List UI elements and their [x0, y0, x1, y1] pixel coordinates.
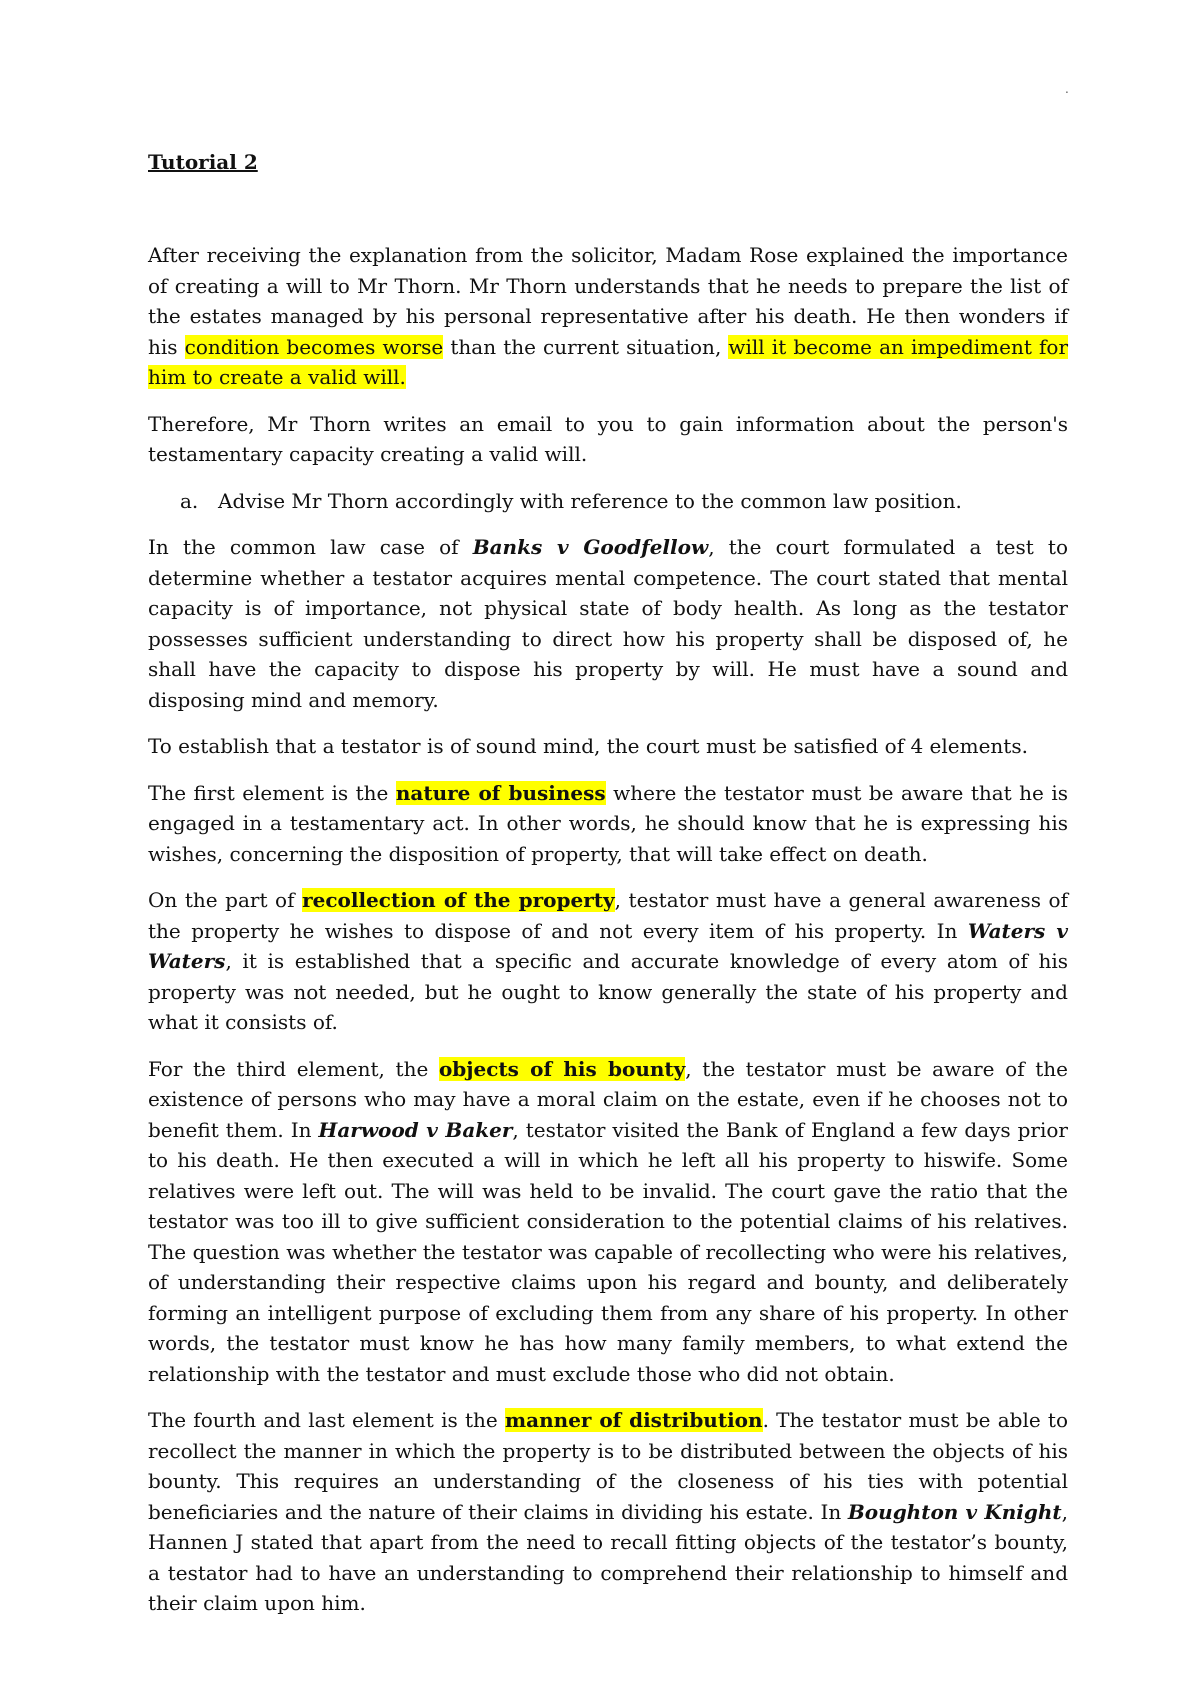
corner-mark: . — [1065, 82, 1069, 96]
case-waters-v-waters: Waters v Waters — [148, 918, 1068, 973]
first-text-2: where the testator must be aware that he is engaged in a testamentary act. In other words, he should know that he is expressing his wishes, concerning the disposition of property, that will take effect on death. — [148, 780, 1069, 866]
paragraph-first-element — [148, 778, 1068, 870]
highlight-objects-of-bounty: objects of his bounty — [438, 1056, 686, 1081]
paragraph-third-element — [148, 1054, 1068, 1390]
banks-text-1: In the common law case of — [148, 535, 473, 559]
highlight-manner-of-distribution: manner of distribution — [505, 1408, 763, 1432]
paragraph-banks — [148, 532, 1068, 715]
highlight-nature-of-business: nature of business — [395, 780, 606, 805]
page-title: Tutorial 2 — [148, 150, 258, 174]
third-text-1: For the third element, the — [148, 1056, 439, 1081]
third-text-2: , the testator must be aware of the existence of persons who may have a moral claim on the estate, even if he chooses not to benefit them. In — [148, 1056, 1068, 1142]
second-text-2: , testator must have a general awareness of the property he wishes to dispose of and not every item of his property. In — [148, 888, 1068, 943]
fourth-text-2: . The testator must be able to recollect the manner in which the property is to be distributed between the objects of his bounty. This requires an understanding of the closeness of his ties with potential beneficiaries and the nature of their claims in dividing his estate. In — [148, 1408, 1068, 1524]
question-item — [148, 486, 1068, 517]
intro-text-2: than the current situation, — [443, 334, 729, 359]
second-text-3: , it is established that a specific and accurate knowledge of every atom of his property was not needed, but he ought to know generally the state of his property and what it consists of. — [148, 949, 1068, 1034]
paragraph-fourth-element — [148, 1405, 1068, 1619]
case-boughton-v-knight: Boughton v Knight — [847, 1499, 1062, 1524]
paragraph-email: Therefore, Mr Thorn writes an email to you to gain information about the person's testamentary capacity creating a valid will. — [148, 411, 1068, 466]
highlight-impediment: will it become an impediment for him to create a valid will. — [148, 334, 1068, 389]
second-text-1: On the part of — [148, 888, 303, 912]
case-banks-v-goodfellow: Banks v Goodfellow — [472, 535, 709, 559]
highlight-condition: condition becomes worse — [184, 334, 444, 359]
paragraph-intro — [148, 240, 1068, 393]
first-text-1: The first element is the — [148, 780, 396, 805]
question-text: Advise Mr Thorn accordingly with reference to the common law position. — [218, 488, 962, 513]
banks-text-2: , the court formulated a test to determine whether a testator acquires mental competence. The court stated that mental capacity is of importance, not physical state of body health. As long as the testator possesses sufficient understanding to direct how his property shall be disposed of, he shall have the capacity to dispose his property by will. He must have a sound and disposing mind and memory. — [148, 535, 1068, 712]
paragraph-second-element — [148, 885, 1068, 1038]
fourth-text-3: , Hannen J stated that apart from the need to recall fitting objects of the testator’s bounty, a testator had to have an understanding to comprehend their relationship to himself and their claim upon him. — [148, 1499, 1069, 1615]
document-body — [148, 240, 1068, 1635]
intro-text-1: After receiving the explanation from the solicitor, Madam Rose explained the importance of creating a will to Mr Thorn. Mr Thorn understands that he needs to prepare the list of the estates managed by his personal representative after his death. He then wonders if his — [148, 243, 1068, 359]
third-text-3: , testator visited the Bank of England a few days prior to his death. He then executed a will in which he left all his property to hiswife. Some relatives were left out. The will was held to be invalid. The court gave the ratio that the testator was too ill to give sufficient consideration to the potential claims of his relatives. The question was whether the testator was capable of recollecting who were his relatives, of understanding their respective claims upon his regard and bounty, and deliberately forming an intelligent purpose of excluding them from any share of his property. In other words, the testator must know he has how many family members, to what extend the relationship with the testator and must exclude those who did not obtain. — [148, 1117, 1068, 1386]
fourth-text-1: The fourth and last element is the — [148, 1408, 505, 1432]
case-harwood-v-baker: Harwood v Baker — [318, 1117, 513, 1142]
highlight-recollection: recollection of the property — [302, 888, 615, 912]
question-marker: a. — [180, 488, 199, 513]
paragraph-elements: To establish that a testator is of sound mind, the court must be satisfied of 4 elements. — [148, 734, 1028, 758]
